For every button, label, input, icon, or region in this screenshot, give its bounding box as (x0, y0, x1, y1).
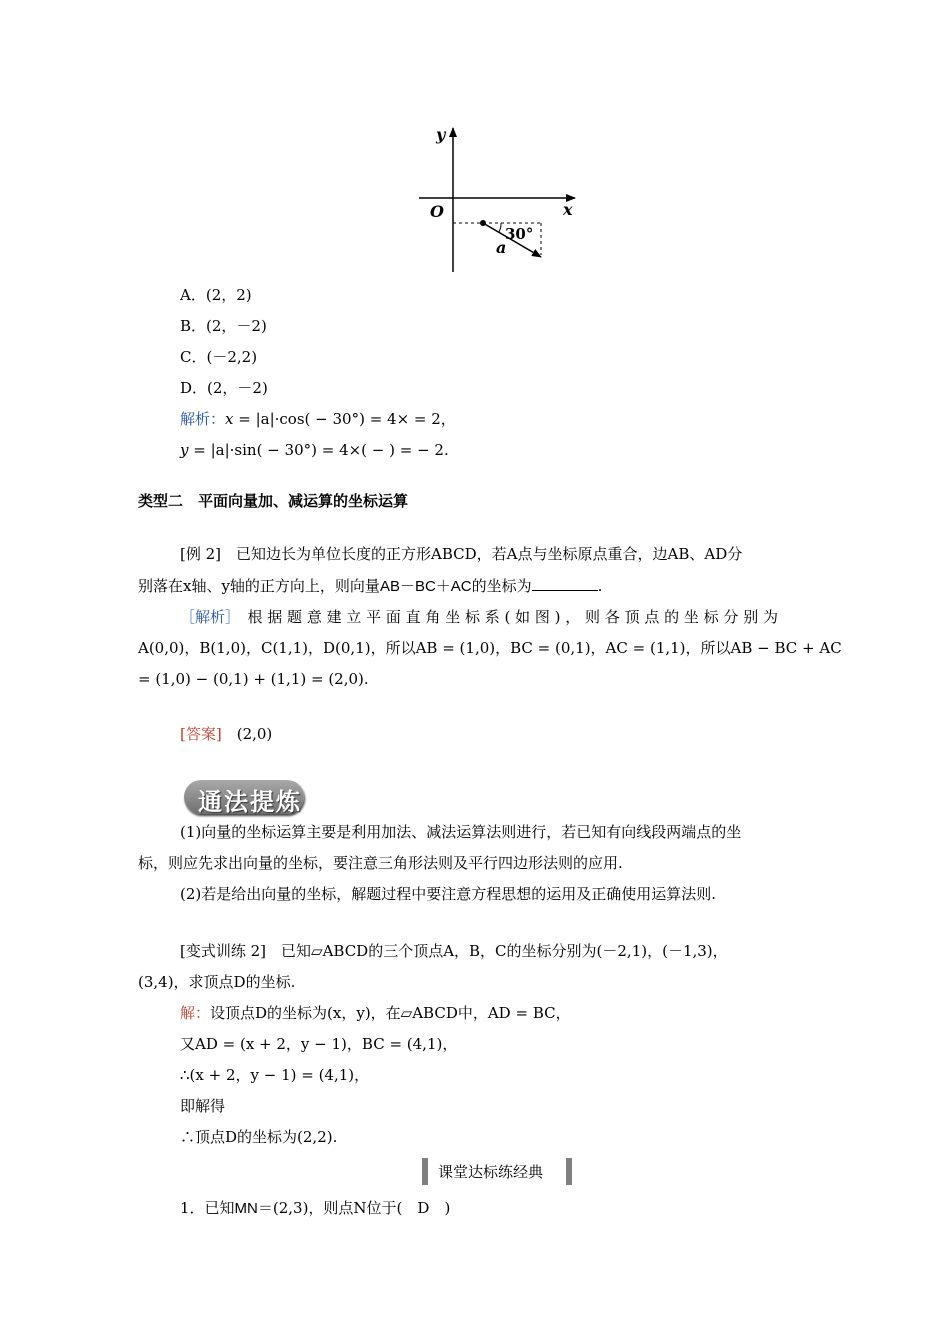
variant2-line2: (3,4)，求顶点D的坐标. (138, 973, 296, 991)
method-p2-line1: (2)若是给出向量的坐标，解题过程中要注意方程思想的运用及正确使用运算法则. (180, 885, 717, 903)
answer-label: [答案] (180, 725, 222, 743)
option-c: C．(－2,2) (180, 348, 258, 366)
option-a: A．(2，2) (180, 286, 252, 304)
angle-arc (499, 223, 501, 232)
x-axis-label: x (563, 200, 573, 219)
analysis-label: ［解析］ (180, 608, 233, 626)
method-p1-line1: (1)向量的坐标运算主要是利用加法、减法运算法则进行，若已知有向线段两端点的坐 (180, 823, 742, 841)
variant2-sol-label: 解： (180, 1004, 211, 1022)
heading-bar-left (422, 1158, 428, 1185)
option-b: B．(2，－2) (180, 317, 267, 335)
solution1-line1: 解析：x = |a|·cos( − 30°) = 4× = 2， (180, 410, 456, 428)
variant2-line1: [变式训练 2] 已知▱ABCD的三个顶点A，B，C的坐标分别为(－2,1)，(－1,3)， (180, 942, 728, 960)
y-axis-label: y (436, 125, 446, 144)
angle-label: 30° (505, 225, 534, 243)
option-d: D．(2，－2) (180, 379, 268, 397)
question1: 1．已知MN＝(2,3)，则点N位于( D ) (180, 1199, 451, 1217)
solution1-label: 解析： (180, 410, 226, 428)
method-badge (184, 780, 304, 814)
vector-label: a (496, 238, 507, 257)
variant2-sol-line2: 又AD = (x + 2，y − 1)，BC = (4,1)， (180, 1035, 458, 1053)
variant2-sol-line3: ∴(x + 2，y − 1) = (4,1)， (180, 1066, 370, 1084)
variant2-sol-line5: ∴顶点D的坐标为(2,2). (180, 1128, 338, 1146)
method-badge-text: 通法提炼 (198, 788, 302, 816)
example2-line2: 别落在x轴、y轴的正方向上，则向量AB－BC＋AC的坐标为 . (138, 577, 603, 595)
origin-label: O (430, 202, 444, 221)
analysis-line1: ［解析］ 根 据 题 意 建 立 平 面 直 角 坐 标 系 ( 如 图 ) ， 则 各 顶 点 的 坐 标 分 别 为 (180, 608, 778, 626)
answer-line: [答案] (2,0) (180, 725, 273, 743)
example2-line1: [例 2] 已知边长为单位长度的正方形ABCD，若A点与坐标原点重合，边AB、AD分 (180, 545, 743, 563)
analysis-line3: = (1,0) − (0,1) + (1,1) = (2,0). (138, 670, 369, 688)
vector-figure (405, 122, 585, 277)
section2-title: 类型二 平面向量加、减运算的坐标运算 (138, 493, 409, 510)
method-p1-line2: 标，则应先求出向量的坐标，要注意三角形法则及平行四边形法则的应用. (138, 854, 623, 872)
solution1-line2: y = |a|·sin( − 30°) = 4×( − ) = − 2. (180, 441, 449, 459)
variant2-sol-line1: 解：设顶点D的坐标为(x，y)，在▱ABCD中，AD = BC， (180, 1004, 571, 1022)
heading-bar-right (566, 1158, 572, 1185)
variant2-sol-line4: 即解得 (180, 1097, 226, 1115)
analysis-line2: A(0,0)，B(1,0)，C(1,1)，D(0,1)，所以AB = (1,0)，BC = (0,1)，AC = (1,1)，所以AB − BC + AC (138, 639, 842, 657)
classroom-heading: 课堂达标练经典 (438, 1163, 544, 1181)
answer-blank (532, 576, 598, 591)
